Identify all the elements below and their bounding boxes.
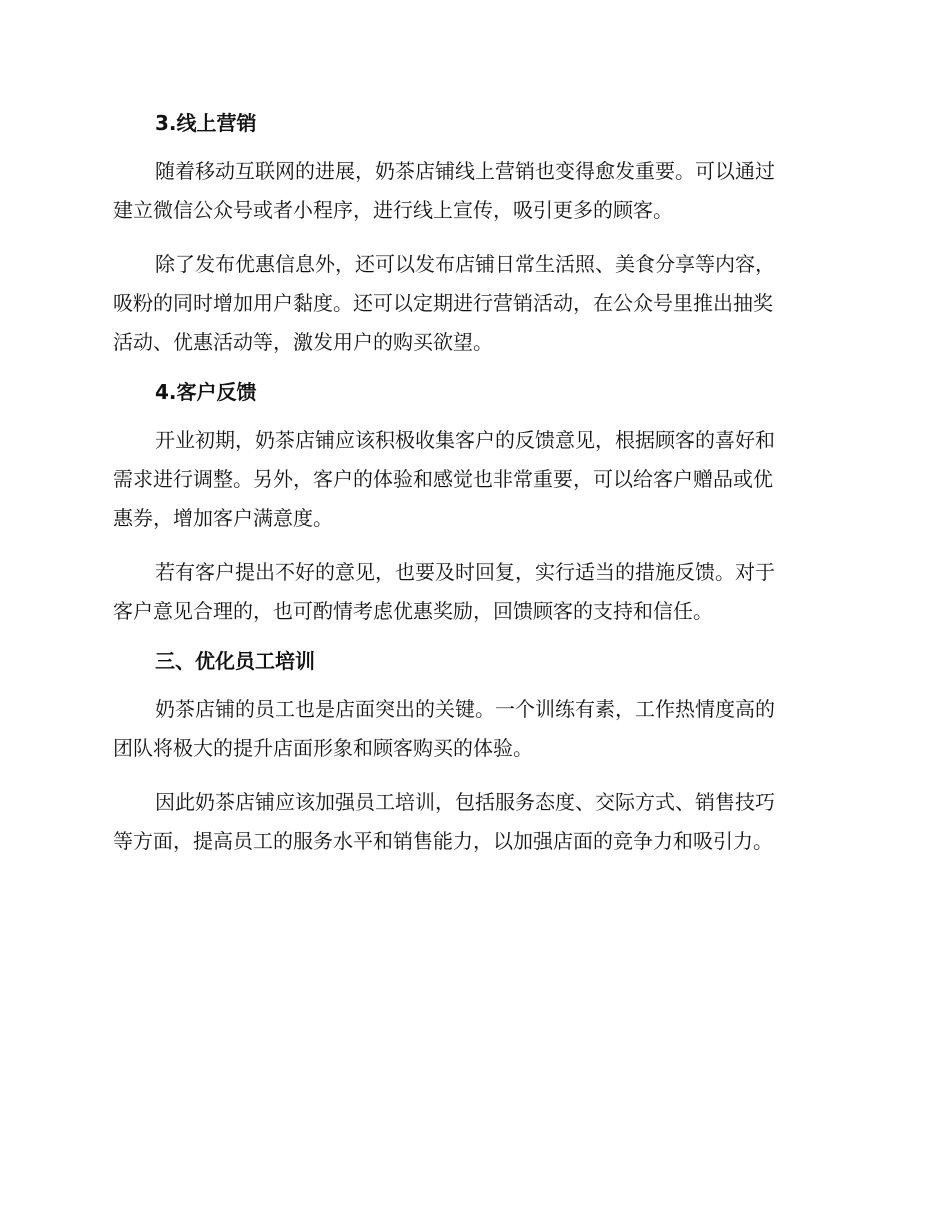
section-online-marketing [113,108,835,362]
paragraph-line: 奶茶店铺的员工也是店面突出的关键。一个训练有素，工作热情度高的 [155,697,775,721]
paragraph-line: 等方面，提高员工的服务水平和销售能力，以加强店面的竞争力和吸引力。 [113,829,773,853]
paragraph [113,152,835,230]
paragraph-line: 活动、优惠活动等，激发用户的购买欲望。 [113,330,493,354]
section-heading: 3.线上营销 [155,111,257,135]
section-heading: 三、优化员工培训 [155,649,315,673]
document-body [113,108,835,876]
section-customer-feedback [113,377,835,631]
paragraph-line: 因此奶茶店铺应该加强员工培训，包括服务态度、交际方式、销售技巧 [155,790,775,814]
paragraph-line: 开业初期，奶茶店铺应该积极收集客户的反馈意见，根据顾客的喜好和 [155,428,775,452]
paragraph-line: 吸粉的同时增加用户黏度。还可以定期进行营销活动，在公众号里推出抽奖 [113,291,773,315]
paragraph [113,421,835,538]
section-heading: 4.客户反馈 [155,380,257,404]
paragraph [113,245,835,362]
paragraph [113,553,835,631]
paragraph-line: 除了发布优惠信息外，还可以发布店铺日常生活照、美食分享等内容， [155,252,775,276]
section-staff-training [113,646,835,861]
paragraph [113,783,835,861]
paragraph-line: 随着移动互联网的进展，奶茶店铺线上营销也变得愈发重要。可以通过 [155,159,775,183]
paragraph-line: 需求进行调整。另外，客户的体验和感觉也非常重要，可以给客户赠品或优 [113,467,773,491]
paragraph-line: 团队将极大的提升店面形象和顾客购买的体验。 [113,736,533,760]
paragraph-line: 建立微信公众号或者小程序，进行线上宣传，吸引更多的顾客。 [113,198,673,222]
paragraph-line: 客户意见合理的，也可酌情考虑优惠奖励，回馈顾客的支持和信任。 [113,599,713,623]
paragraph-line: 若有客户提出不好的意见，也要及时回复，实行适当的措施反馈。对于 [155,560,775,584]
paragraph-line: 惠券，增加客户满意度。 [113,506,333,530]
paragraph [113,690,835,768]
